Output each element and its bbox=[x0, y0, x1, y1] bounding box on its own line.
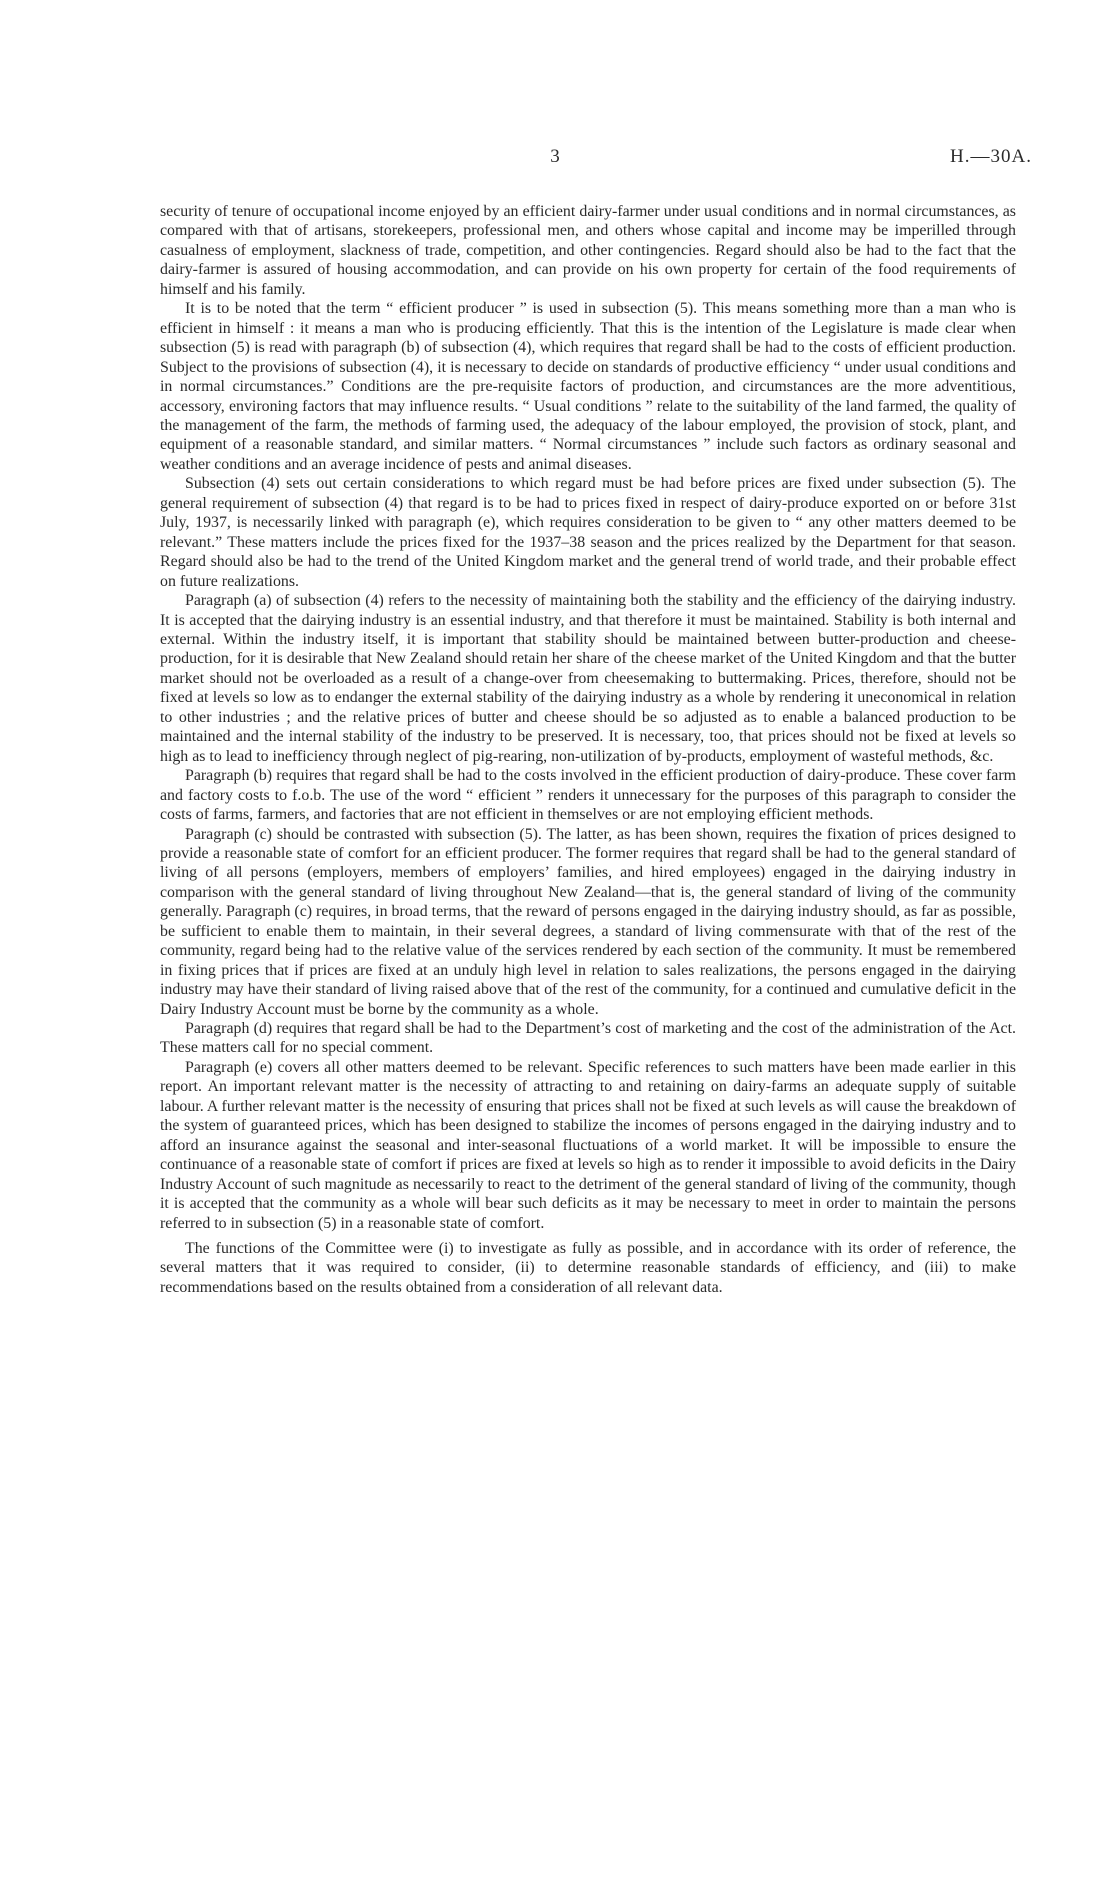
paragraph: Subsection (4) sets out certain considerations to which regard must be had before prices are fixed under subsection (5). The general requirement of subsection (4) that regard is to be had to prices fixed in respect of dairy-produce exported on or before 31st July, 1937, is necessarily linked with paragraph (e), which requires consideration to be given to “ any other matters deemed to be relevant.” These matters include the prices fixed for the 1937–38 season and the prices realized by the Department for that season. Regard should also be had to the trend of the United Kingdom market and the general trend of world trade, and their probable effect on future realizations. bbox=[160, 475, 1016, 590]
body-text bbox=[160, 202, 1016, 1297]
paragraph: It is to be noted that the term “ efficient producer ” is used in subsection (5). This means something more than a man who is efficient in himself : it means a man who is producing efficiently. That this is the intention of the Legislature is made clear when subsection (5) is read with paragraph (b) of subsection (4), which requires that regard shall be had to the costs of efficient production. Subject to the provisions of subsection (4), it is necessary to decide on standards of productive efficiency “ under usual conditions and in normal circumstances.” Conditions are the pre-requisite factors of production, and circumstances are the more adventitious, accessory, environing factors that may influence results. “ Usual conditions ” relate to the suitability of the land farmed, the quality of the management of the farm, the methods of farming used, the adequacy of the labour employed, the provision of stock, plant, and equipment of a reasonable standard, and similar matters. “ Normal circumstances ” include such factors as ordinary seasonal and weather conditions and an average incidence of pests and animal diseases. bbox=[160, 300, 1016, 473]
paragraph: Paragraph (c) should be contrasted with subsection (5). The latter, as has been shown, requires the fixation of prices designed to provide a reasonable state of comfort for an efficient producer. The former requires that regard shall be had to the general standard of living of all persons (employers, members of employers’ families, and hired employees) engaged in the dairying industry in comparison with the general standard of living throughout New Zealand—that is, the general standard of living of the community generally. Paragraph (c) requires, in broad terms, that the reward of persons engaged in the dairying industry should, as far as possible, be sufficient to enable them to maintain, in their several degrees, a standard of living commensurate with that of the rest of the community, regard being had to the relative value of the services rendered by each section of the community. It must be remembered in fixing prices that if prices are fixed at an unduly high level in relation to sales realizations, the persons engaged in the dairying industry may have their standard of living raised above that of the rest of the community, for a continued and cumulative deficit in the Dairy Industry Account must be borne by the community as a whole. bbox=[160, 825, 1016, 1018]
paragraph: Paragraph (d) requires that regard shall be had to the Department’s cost of marketing and the cost of the administration of the Act. These matters call for no special comment. bbox=[160, 1020, 1016, 1057]
paragraph: The functions of the Committee were (i) to investigate as fully as possible, and in accordance with its order of reference, the several matters that it was required to consider, (ii) to determine reasonable standards of efficiency, and (iii) to make recommendations based on the results obtained from a consideration of all relevant data. bbox=[160, 1240, 1016, 1296]
paragraph: Paragraph (b) requires that regard shall be had to the costs involved in the efficient production of dairy-produce. These cover farm and factory costs to f.o.b. The use of the word “ efficient ” renders it unnecessary for the purposes of this paragraph to consider the costs of farms, farmers, and factories that are not efficient in themselves or are not employing efficient methods. bbox=[160, 767, 1016, 824]
paragraph: Paragraph (e) covers all other matters deemed to be relevant. Specific references to such matters have been made earlier in this report. An important relevant matter is the necessity of attracting to and retaining on dairy-farms an adequate supply of suitable labour. A further relevant matter is the necessity of ensuring that prices shall not be fixed at such levels as will cause the breakdown of the system of guaranteed prices, which has been designed to stabilize the incomes of persons engaged in the dairying industry and to afford an insurance against the seasonal and inter-seasonal fluctuations of a world market. It will be impossible to ensure the continuance of a reasonable state of comfort if prices are fixed at levels so high as to render it impossible to avoid deficits in the Dairy Industry Account of such magnitude as necessarily to react to the detriment of the general standard of living of the community, though it is accepted that the community as a whole will bear such deficits as it may be necessary to meet in order to maintain the persons referred to in subsection (5) in a reasonable state of comfort. bbox=[160, 1058, 1016, 1232]
page-header bbox=[0, 146, 1114, 176]
paragraph: security of tenure of occupational income enjoyed by an efficient dairy-farmer under usual conditions and in normal circumstances, as compared with that of artisans, storekeepers, professional men, and others whose capital and income may be imperilled through casualness of employment, slackness of trade, competition, and other contingencies. Regard should also be had to the fact that the dairy-farmer is assured of housing accommodation, and can provide on his own property for certain of the food requirements of himself and his family. bbox=[160, 203, 1016, 298]
page-number: 3 bbox=[550, 146, 560, 167]
paragraph: Paragraph (a) of subsection (4) refers to the necessity of maintaining both the stability and the efficiency of the dairying industry. It is accepted that the dairying industry is an essential industry, and that therefore it must be maintained. Stability is both internal and external. Within the industry itself, it is important that stability should be maintained between butter-production and cheese-production, for it is desirable that New Zealand should retain her share of the cheese market of the United Kingdom and that the butter market should not be overloaded as a result of a change-over from cheesemaking to buttermaking. Prices, therefore, should not be fixed at levels so low as to endanger the external stability of the dairying industry as a whole by rendering it uneconomical in relation to other industries ; and the relative prices of butter and cheese should be so adjusted as to enable a balanced production to be maintained and the internal stability of the industry to be preserved. It is necessary, too, that prices should not be fixed at levels so high as to lead to inefficiency through neglect of pig-rearing, non-utilization of by-products, employment of wasteful methods, &c. bbox=[160, 592, 1016, 765]
document-reference: H.—30A. bbox=[950, 146, 1032, 167]
